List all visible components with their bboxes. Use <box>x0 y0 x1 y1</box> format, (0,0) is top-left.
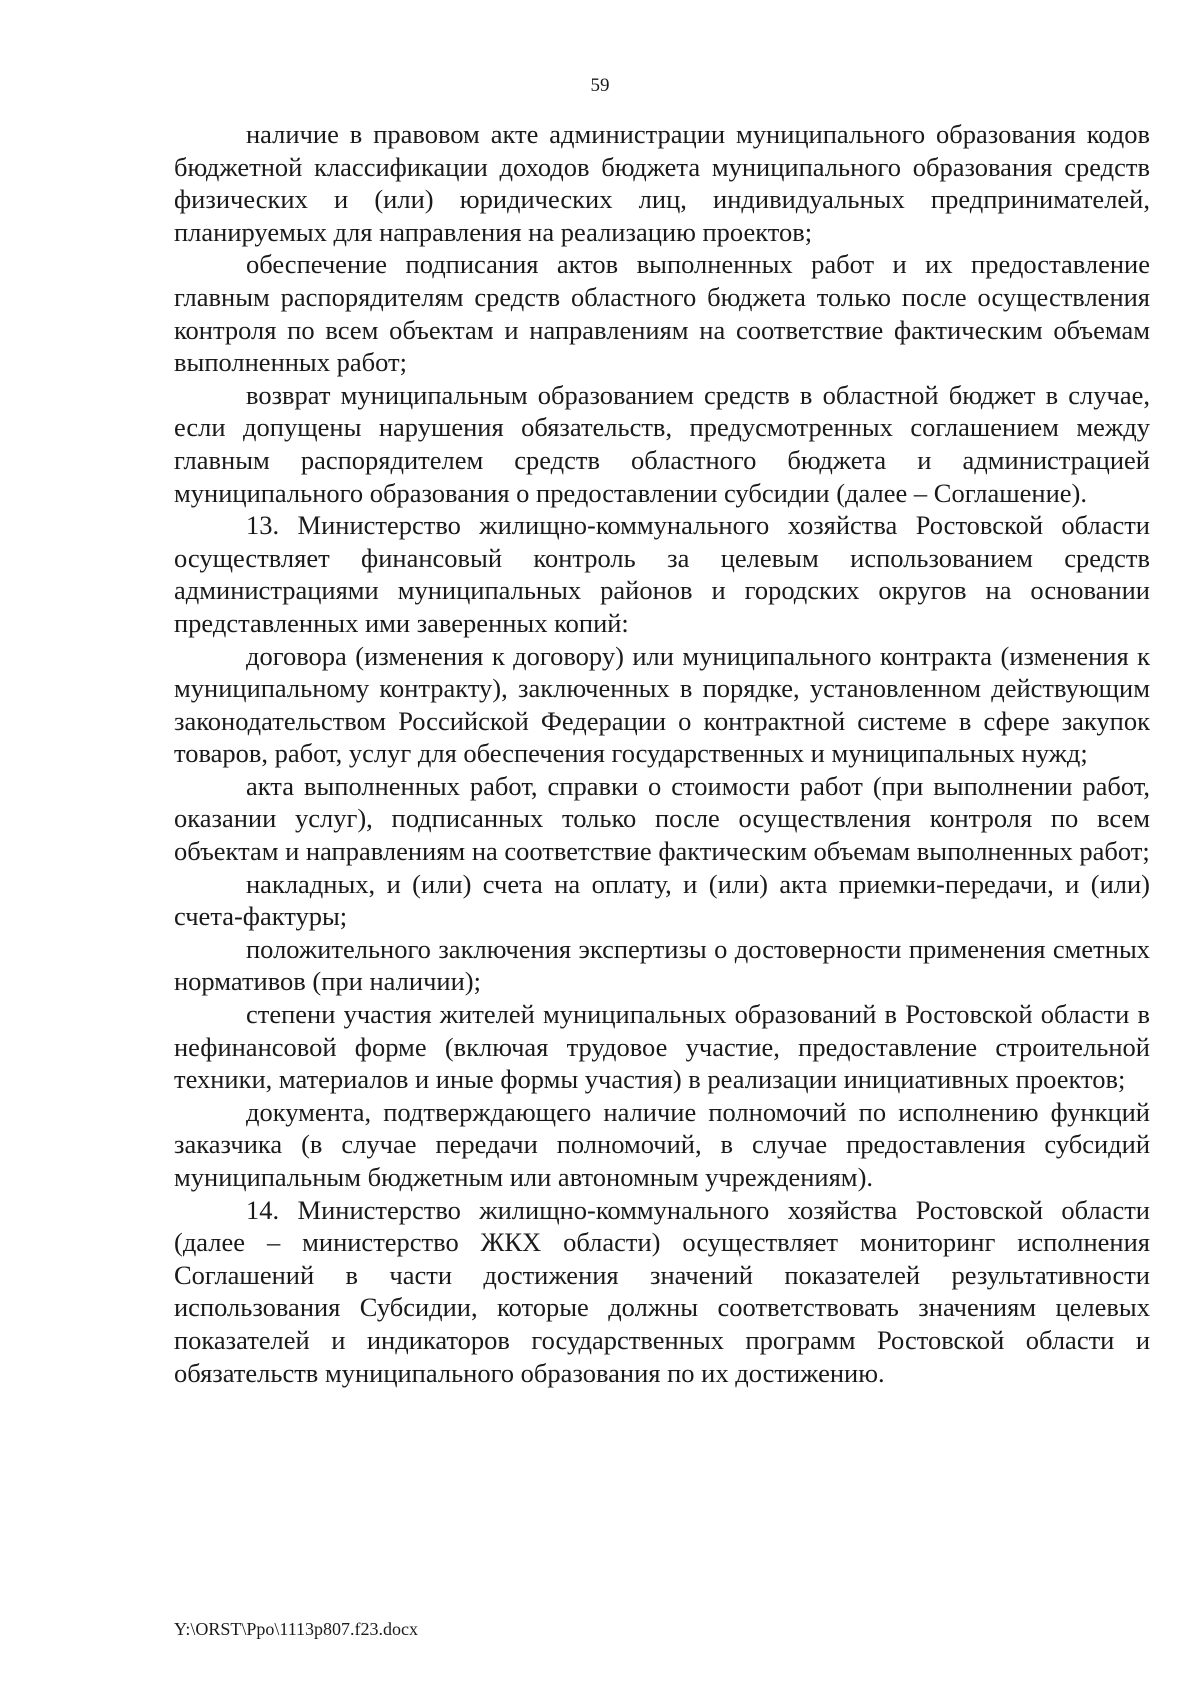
paragraph-funds-return: возврат муниципальным образованием средств в областной бюджет в случае, если допущены нарушения обязательств, предусмотренных соглашением между главным распорядителем средств областного бюджета и администрацией муниципального образования о предоставлении субсидии (далее – Соглашение). <box>174 379 1150 508</box>
paragraph-expertise: положительного заключения экспертизы о достоверности применения сметных нормативов (при наличии); <box>174 933 1150 997</box>
footer-file-path: Y:\ORST\Ppo\1113p807.f23.docx <box>174 1619 419 1639</box>
document-body <box>174 118 1150 1389</box>
page-number: 59 <box>590 75 610 96</box>
paragraph-contract: договора (изменения к договору) или муниципального контракта (изменения к муниципальному контракту), заключенных в порядке, установленном действующим законодательством Российской Федерации о контрактной системе в сфере закупок товаров, работ, услуг для обеспечения государственных и муниципальных нужд; <box>174 640 1150 769</box>
paragraph-customer-authority: документа, подтверждающего наличие полномочий по исполнению функций заказчика (в случае передачи полномочий, в случае предоставления субсидий муниципальным бюджетным или автономным учреждениям). <box>174 1096 1150 1192</box>
paragraph-section-13: 13. Министерство жилищно-коммунального хозяйства Ростовской области осуществляет финансовый контроль за целевым использованием средств администрациями муниципальных районов и городских округов на основании представленных ими заверенных копий: <box>174 510 1150 638</box>
paragraph-section-14: 14. Министерство жилищно-коммунального хозяйства Ростовской области (далее – министерство ЖКХ области) осуществляет мониторинг исполнения Соглашений в части достижения значений показателей результативности использования Субсидии, которые должны соответствовать значениям целевых показателей и индикаторов государственных программ Ростовской области и обязательств муниципального образования по их достижению. <box>174 1194 1150 1388</box>
paragraph-acts-signing: обеспечение подписания актов выполненных работ и их предоставление главным распорядителям средств областного бюджета только после осуществления контроля по всем объектам и направлениям на соответствие фактическим объемам выполненных работ; <box>174 249 1150 378</box>
paragraph-invoices: накладных, и (или) счета на оплату, и (или) акта приемки-передачи, и (или) счета-фактуры; <box>174 868 1150 932</box>
paragraph-work-acts: акта выполненных работ, справки о стоимости работ (при выполнении работ, оказании услуг), подписанных только после осуществления контроля по всем объектам и направлениям на соответствие фактическим объемам выполненных работ; <box>174 770 1150 867</box>
paragraph-resident-participation: степени участия жителей муниципальных образований в Ростовской области в нефинансовой форме (включая трудовое участие, предоставление строительной техники, материалов и иные формы участия) в реализации инициативных проектов; <box>174 999 1150 1095</box>
paragraph-budget-codes: наличие в правовом акте администрации муниципального образования кодов бюджетной классификации доходов бюджета муниципального образования средств физических и (или) юридических лиц, индивидуальных предпринимателей, планируемых для направления на реализацию проектов; <box>174 119 1150 247</box>
